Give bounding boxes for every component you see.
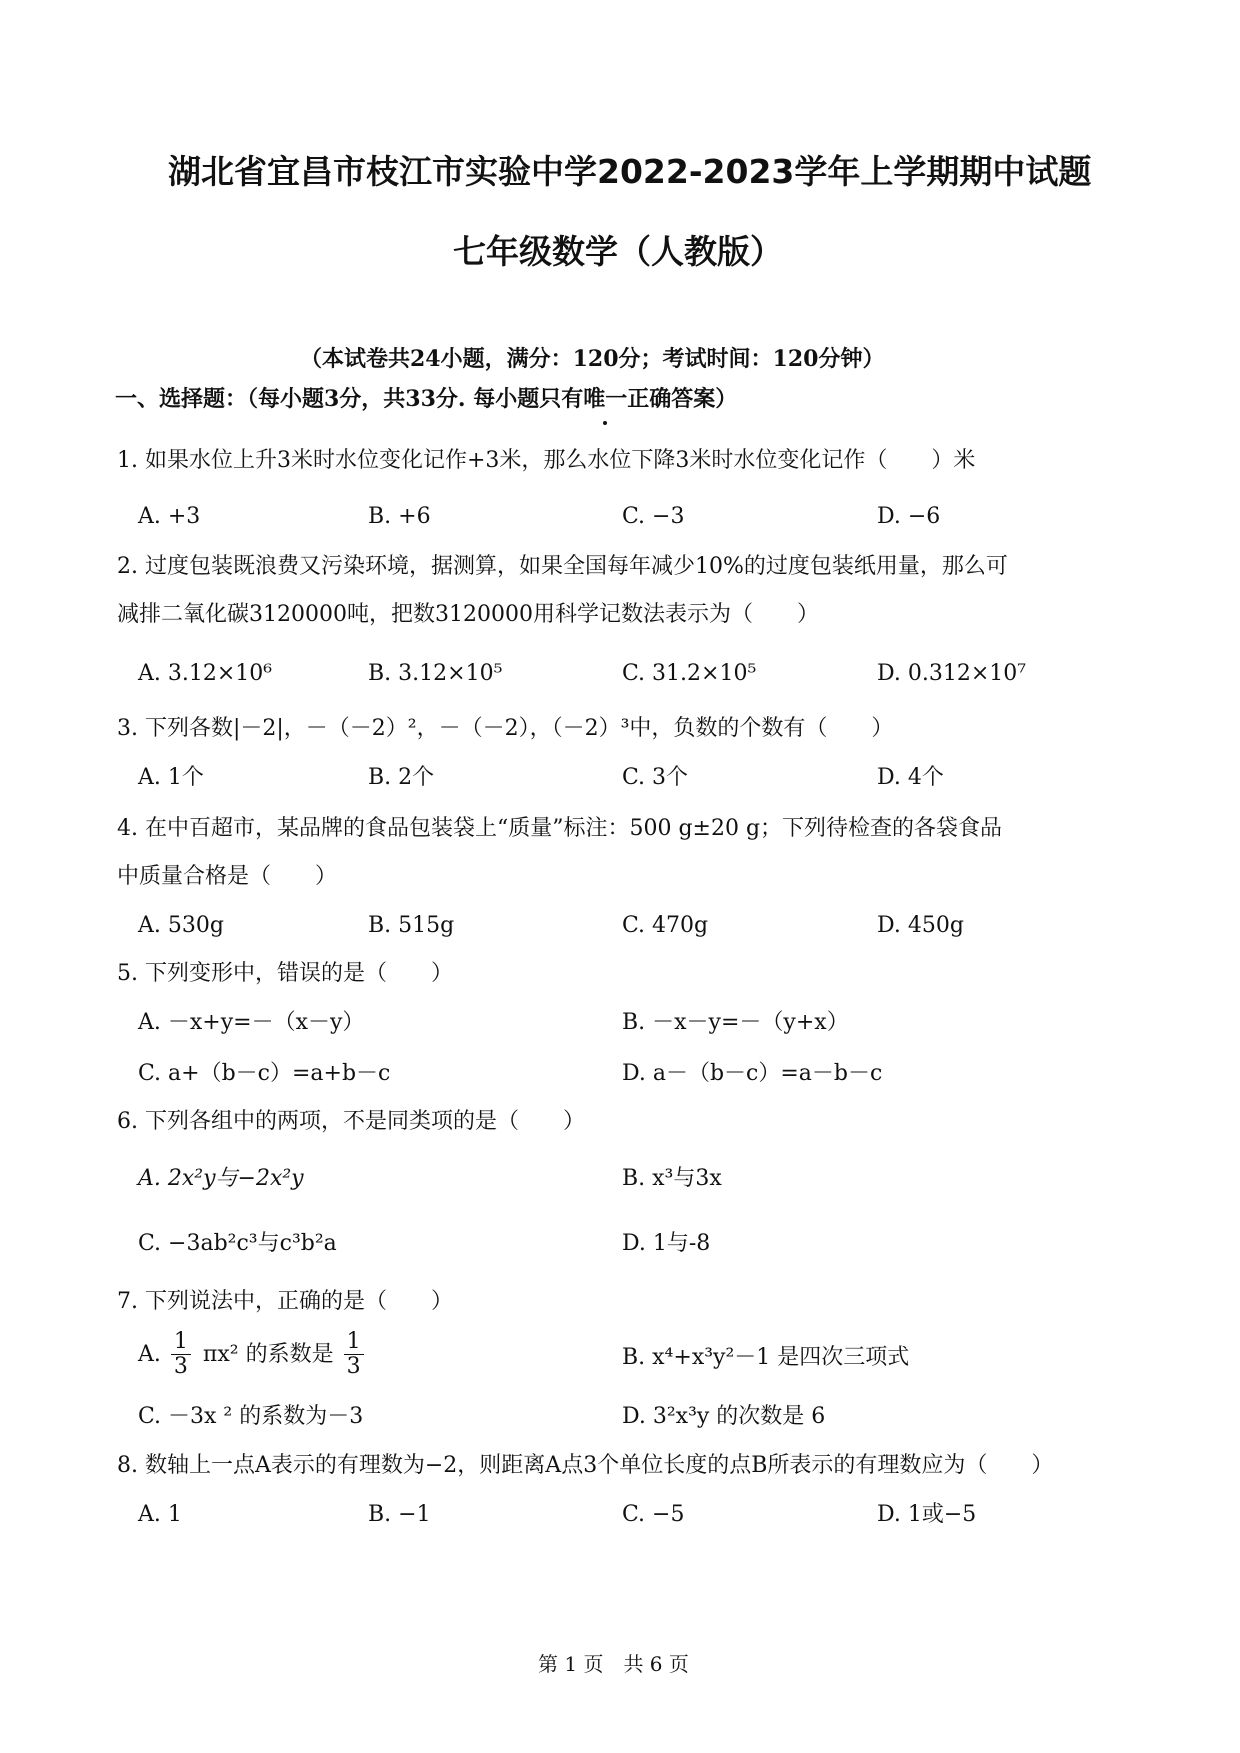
section-heading-emphasis: 唯一 bbox=[583, 382, 627, 413]
q2-option-b: B. 3.12×10⁵ bbox=[368, 661, 503, 686]
page-title-line1: 湖北省宜昌市枝江市实验中学2022-2023学年上学期期中试题 bbox=[168, 152, 1092, 191]
question-5: 5. 下列变形中，错误的是（ ） bbox=[117, 961, 453, 986]
q3-option-b: B. 2个 bbox=[368, 765, 435, 790]
q7-option-a-fraction-2 bbox=[344, 1330, 364, 1379]
q5-option-a: A. －x+y=－（x－y） bbox=[138, 1010, 365, 1035]
q4-option-a: A. 530g bbox=[138, 913, 224, 938]
q4-option-b: B. 515g bbox=[368, 913, 455, 938]
q3-option-a: A. 1个 bbox=[138, 765, 204, 790]
section-heading-after: 正确答案） bbox=[627, 386, 738, 412]
q8-option-b: B. −1 bbox=[368, 1502, 431, 1527]
q5-option-d: D. a－（b－c）=a－b－c bbox=[622, 1061, 883, 1086]
q7-option-a-fraction bbox=[171, 1330, 191, 1379]
fraction-numerator: 1 bbox=[344, 1330, 364, 1355]
exam-info: （本试卷共24小题，满分：120分；考试时间：120分钟） bbox=[300, 346, 885, 372]
question-4-line2: 中质量合格是（ ） bbox=[117, 864, 338, 889]
q3-option-c: C. 3个 bbox=[622, 765, 689, 790]
q5-option-b: B. －x－y=－（y+x） bbox=[622, 1010, 849, 1035]
q2-option-d: D. 0.312×10⁷ bbox=[877, 661, 1027, 686]
q5-option-c: C. a+（b－c）=a+b－c bbox=[138, 1061, 391, 1086]
page-number: 第 1 页 共 6 页 bbox=[538, 1652, 689, 1676]
question-4-line1: 4. 在中百超市，某品牌的食品包装袋上“质量”标注：500 g±20 g；下列待检查的各袋食品 bbox=[117, 816, 1003, 841]
fraction-denominator: 3 bbox=[173, 1354, 188, 1380]
q3-option-d: D. 4个 bbox=[877, 765, 944, 790]
question-2-line2: 减排二氧化碳3120000吨，把数3120000用科学记数法表示为（ ） bbox=[117, 602, 819, 627]
q2-option-c: C. 31.2×10⁵ bbox=[622, 661, 757, 686]
question-2-line1: 2. 过度包装既浪费又污染环境，据测算，如果全国每年减少10%的过度包装纸用量，那么可 bbox=[117, 554, 1008, 579]
q1-option-d: D. −6 bbox=[877, 504, 941, 529]
fraction-denominator: 3 bbox=[346, 1354, 361, 1380]
q7-option-a-text: πx² 的系数是 bbox=[202, 1341, 334, 1367]
q7-option-a bbox=[138, 1330, 368, 1379]
q4-option-c: C. 470g bbox=[622, 913, 709, 938]
question-8: 8. 数轴上一点A表示的有理数为−2，则距离A点3个单位长度的点B所表示的有理数应为（ ） bbox=[117, 1453, 1054, 1478]
q4-option-d: D. 450g bbox=[877, 913, 964, 938]
q7-option-c: C. －3x ² 的系数为－3 bbox=[138, 1404, 364, 1429]
q6-option-d: D. 1与-8 bbox=[622, 1231, 711, 1256]
q6-option-c: C. −3ab²c³与c³b²a bbox=[138, 1231, 337, 1256]
question-1: 1. 如果水位上升3米时水位变化记作+3米，那么水位下降3米时水位变化记作（ ）米 bbox=[117, 448, 976, 473]
fraction-numerator: 1 bbox=[171, 1330, 191, 1355]
q1-option-a: A. +3 bbox=[138, 504, 201, 529]
section-heading bbox=[115, 382, 737, 413]
q8-option-c: C. −5 bbox=[622, 1502, 685, 1527]
q7-option-d: D. 3²x³y 的次数是 6 bbox=[622, 1404, 826, 1429]
question-6: 6. 下列各组中的两项，不是同类项的是（ ） bbox=[117, 1109, 585, 1134]
page-title-line2: 七年级数学（人教版） bbox=[453, 232, 783, 271]
question-7: 7. 下列说法中，正确的是（ ） bbox=[117, 1289, 453, 1314]
q7-option-a-label: A. bbox=[138, 1341, 161, 1367]
q1-option-c: C. −3 bbox=[622, 504, 685, 529]
question-3: 3. 下列各数|－2|，－（－2）²，－（－2），（－2）³中，负数的个数有（ ） bbox=[117, 716, 894, 741]
q7-option-b: B. x⁴+x³y²－1 是四次三项式 bbox=[622, 1345, 910, 1370]
q6-option-a: A. 2x²y与−2x²y bbox=[138, 1166, 304, 1191]
q8-option-a: A. 1 bbox=[138, 1502, 182, 1527]
q8-option-d: D. 1或−5 bbox=[877, 1502, 977, 1527]
q2-option-a: A. 3.12×10⁶ bbox=[138, 661, 273, 686]
q1-option-b: B. +6 bbox=[368, 504, 431, 529]
section-heading-before: 一、选择题：（每小题3分，共33分. 每小题只有 bbox=[115, 386, 584, 412]
q6-option-b: B. x³与3x bbox=[622, 1166, 722, 1191]
